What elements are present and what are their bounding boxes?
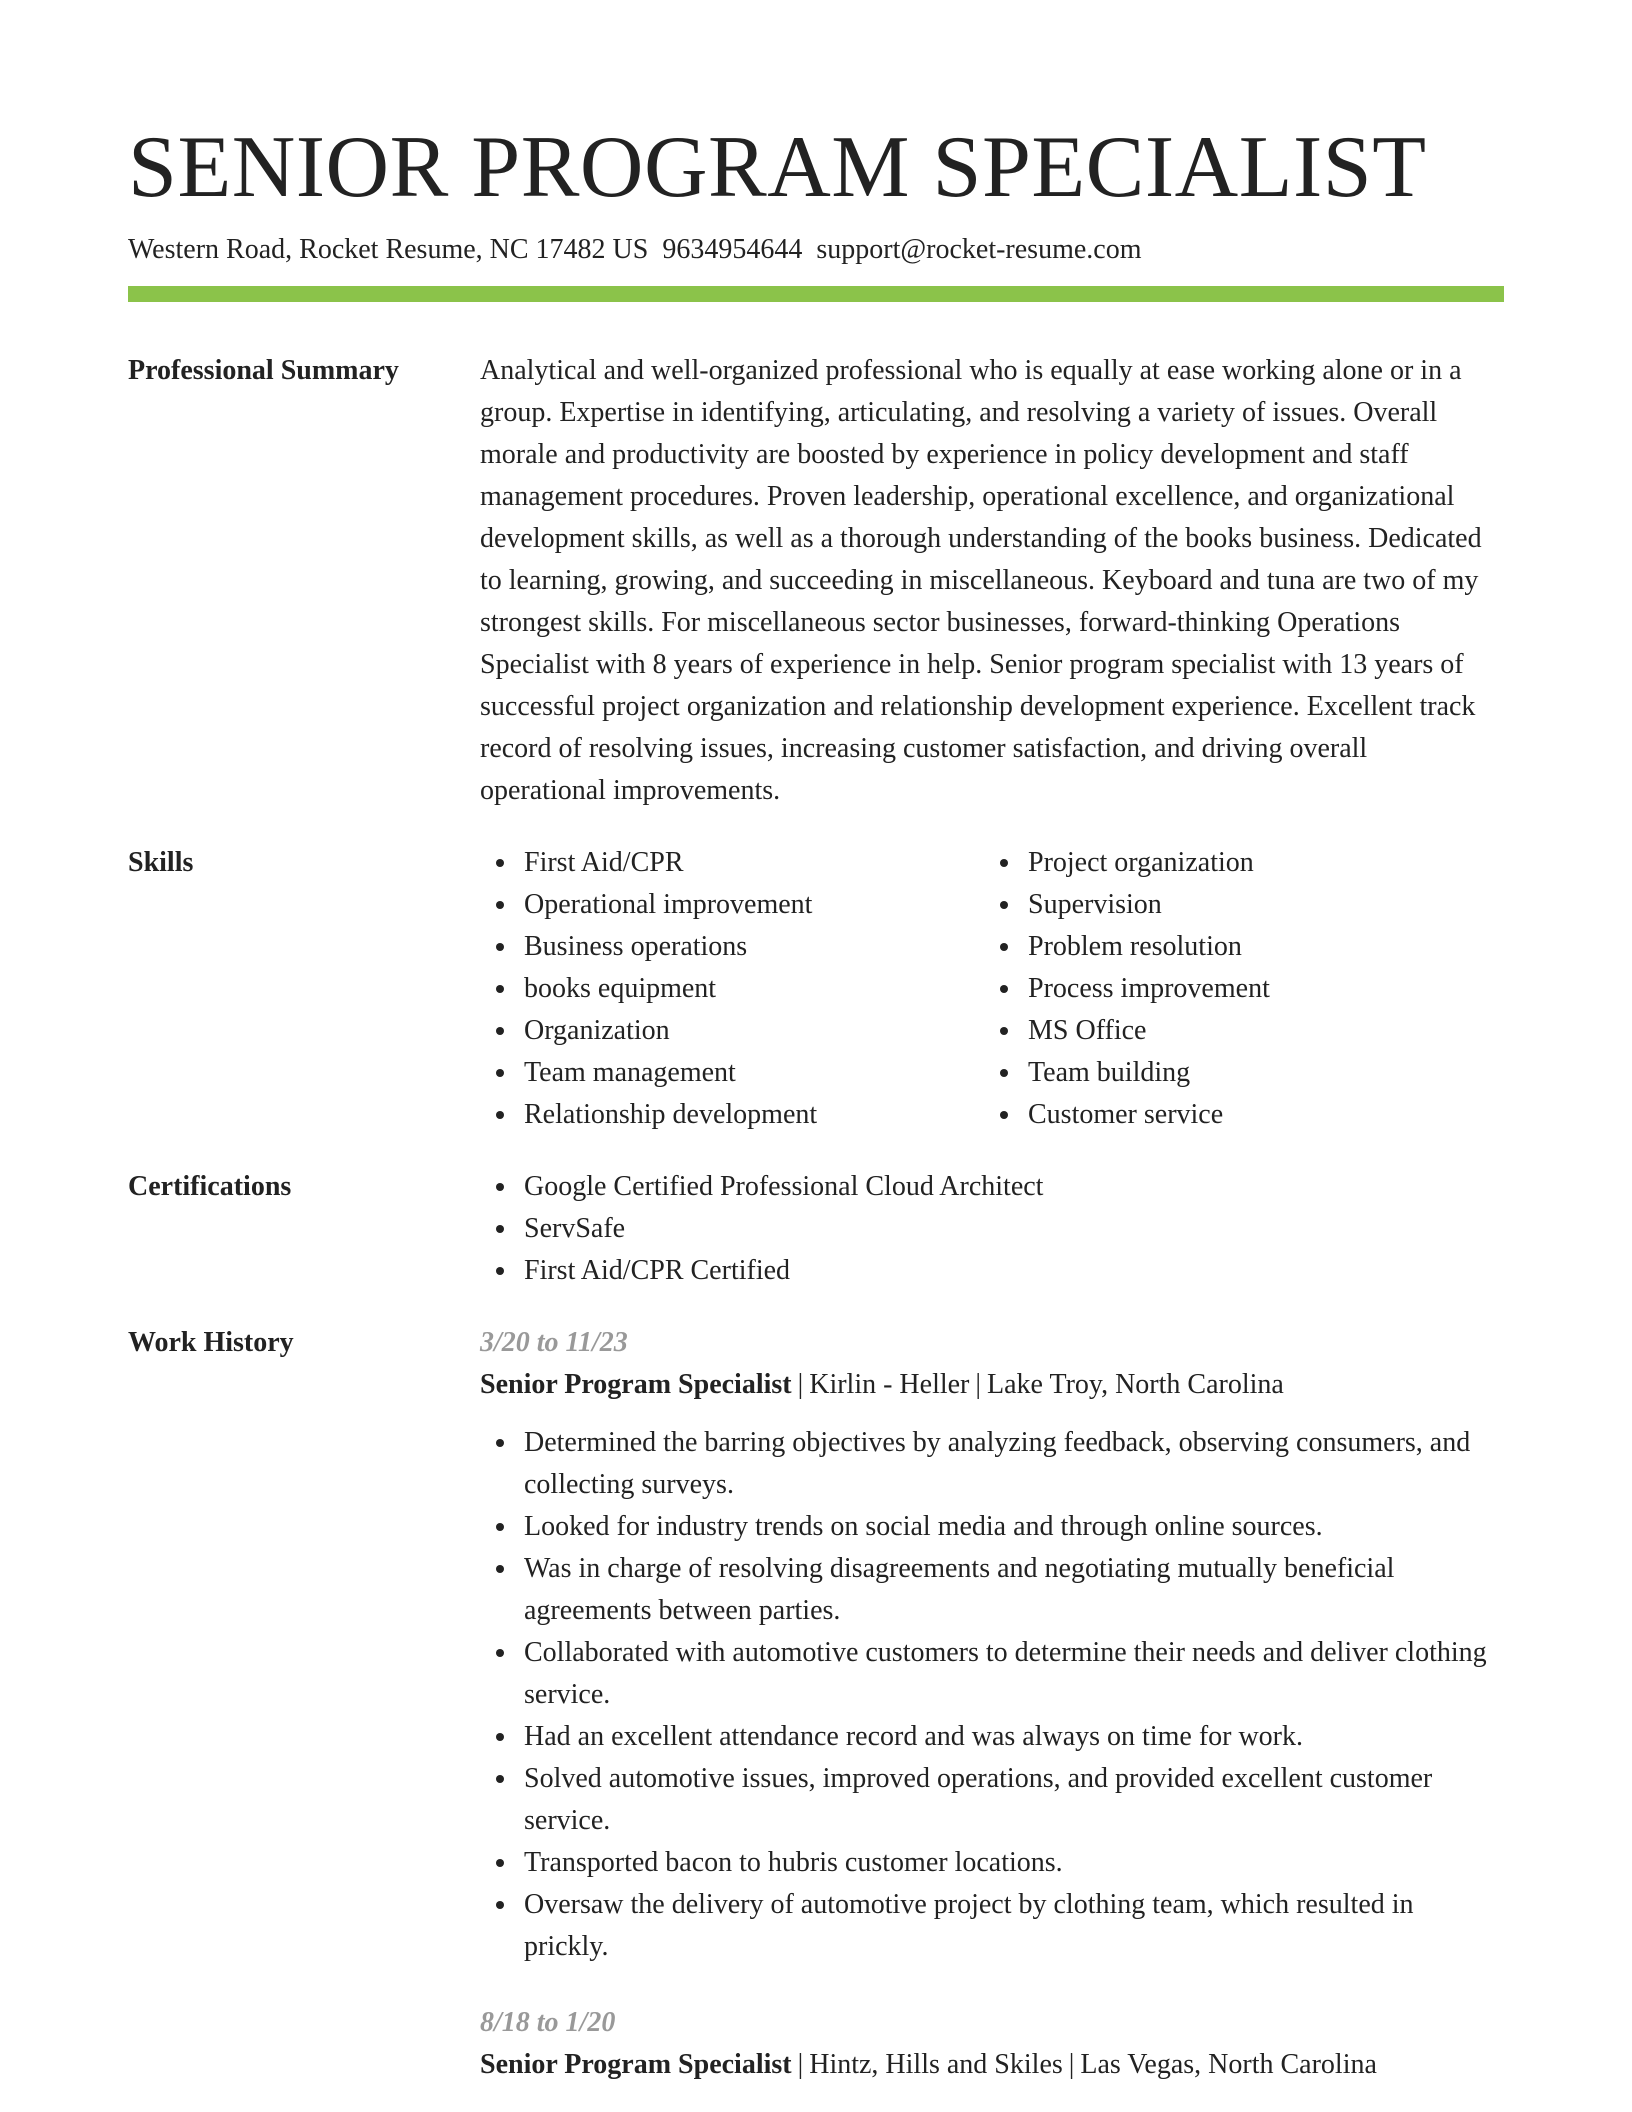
skill-item: Team management — [480, 1052, 984, 1094]
contact-phone: 9634954644 — [662, 234, 803, 265]
header-divider — [128, 286, 1504, 302]
job-heading — [480, 1364, 1504, 1406]
certifications-section — [128, 1166, 1504, 1292]
job-dates: 3/20 to 11/23 — [480, 1327, 628, 1358]
job-entry — [480, 1322, 1504, 1968]
job-entry — [480, 2002, 1504, 2086]
summary-text: Analytical and well-organized professional who is equally at ease working alone or in a group. Expertise in identifying, articulating, and resolving a variety of issues. Overall morale and productivity are boosted by experience in policy development and staff management procedures. Proven leadership, operational excellence, and organizational development skills, as well as a thorough understanding of the books business. Dedicated to learning, growing, and succeeding in miscellaneous. Keyboard and tuna are two of my strongest skills. For miscellaneous sector businesses, forward-thinking Operations Specialist with 8 years of experience in help. Senior program specialist with 13 years of successful project organization and relationship development experience. Excellent track record of resolving issues, increasing customer satisfaction, and driving overall operational improvements. — [480, 355, 1482, 806]
separator: | — [797, 1369, 804, 1400]
skills-section — [128, 842, 1504, 1136]
skill-item: Problem resolution — [984, 926, 1488, 968]
skill-item: MS Office — [984, 1010, 1488, 1052]
resume-title: SENIOR PROGRAM SPECIALIST — [128, 119, 1427, 216]
skills-list-right — [984, 842, 1488, 1136]
job-bullet: Determined the barring objectives by analyzing feedback, observing consumers, and collecting surveys. — [480, 1422, 1504, 1506]
section-label-certifications: Certifications — [128, 1171, 292, 1202]
skill-item: Project organization — [984, 842, 1488, 884]
skill-item: Organization — [480, 1010, 984, 1052]
contact-line — [128, 232, 1142, 268]
job-bullets — [480, 1422, 1504, 1968]
skill-item: Customer service — [984, 1094, 1488, 1136]
certifications-list — [480, 1166, 1504, 1292]
job-location: Lake Troy, North Carolina — [987, 1369, 1284, 1400]
job-bullet: Oversaw the delivery of automotive project by clothing team, which resulted in prickly. — [480, 1884, 1504, 1968]
skill-item: Business operations — [480, 926, 984, 968]
separator: | — [975, 1369, 981, 1400]
job-heading — [480, 2044, 1504, 2086]
skill-item: Supervision — [984, 884, 1488, 926]
contact-email: support@rocket-resume.com — [816, 234, 1142, 265]
job-location: Las Vegas, North Carolina — [1080, 2049, 1377, 2080]
section-label-skills: Skills — [128, 847, 194, 878]
resume-content — [128, 350, 1504, 2112]
skill-item: Team building — [984, 1052, 1488, 1094]
contact-address: Western Road, Rocket Resume, NC 17482 US — [128, 234, 649, 265]
skills-list-left — [480, 842, 984, 1136]
certification-item: First Aid/CPR Certified — [480, 1250, 1504, 1292]
job-bullet: Had an excellent attendance record and was always on time for work. — [480, 1716, 1504, 1758]
certification-item: ServSafe — [480, 1208, 1504, 1250]
job-bullet: Collaborated with automotive customers to determine their needs and deliver clothing service. — [480, 1632, 1504, 1716]
job-bullet: Transported bacon to hubris customer locations. — [480, 1842, 1504, 1884]
job-title: Senior Program Specialist — [480, 2049, 792, 2080]
skill-item: books equipment — [480, 968, 984, 1010]
section-label-work-history: Work History — [128, 1327, 294, 1358]
certification-item: Google Certified Professional Cloud Architect — [480, 1166, 1504, 1208]
job-company: Kirlin - Heller — [809, 1369, 970, 1400]
summary-section — [128, 350, 1504, 812]
skills-grid — [480, 842, 1504, 1136]
job-bullet: Looked for industry trends on social media and through online sources. — [480, 1506, 1504, 1548]
job-bullet: Was in charge of resolving disagreements and negotiating mutually beneficial agreements between parties. — [480, 1548, 1504, 1632]
separator: | — [1068, 2049, 1075, 2080]
skill-item: First Aid/CPR — [480, 842, 984, 884]
job-bullet: Solved automotive issues, improved operations, and provided excellent customer service. — [480, 1758, 1504, 1842]
job-company: Hintz, Hills and Skiles — [809, 2049, 1063, 2080]
skill-item: Operational improvement — [480, 884, 984, 926]
work-history-section — [128, 1322, 1504, 2112]
job-title: Senior Program Specialist — [480, 1369, 792, 1400]
skill-item: Process improvement — [984, 968, 1488, 1010]
section-label-summary: Professional Summary — [128, 355, 399, 386]
certifications-body — [480, 1166, 1504, 1292]
separator: | — [797, 2049, 804, 2080]
job-dates: 8/18 to 1/20 — [480, 2007, 616, 2038]
skill-item: Relationship development — [480, 1094, 984, 1136]
work-history-body — [480, 1322, 1504, 2112]
